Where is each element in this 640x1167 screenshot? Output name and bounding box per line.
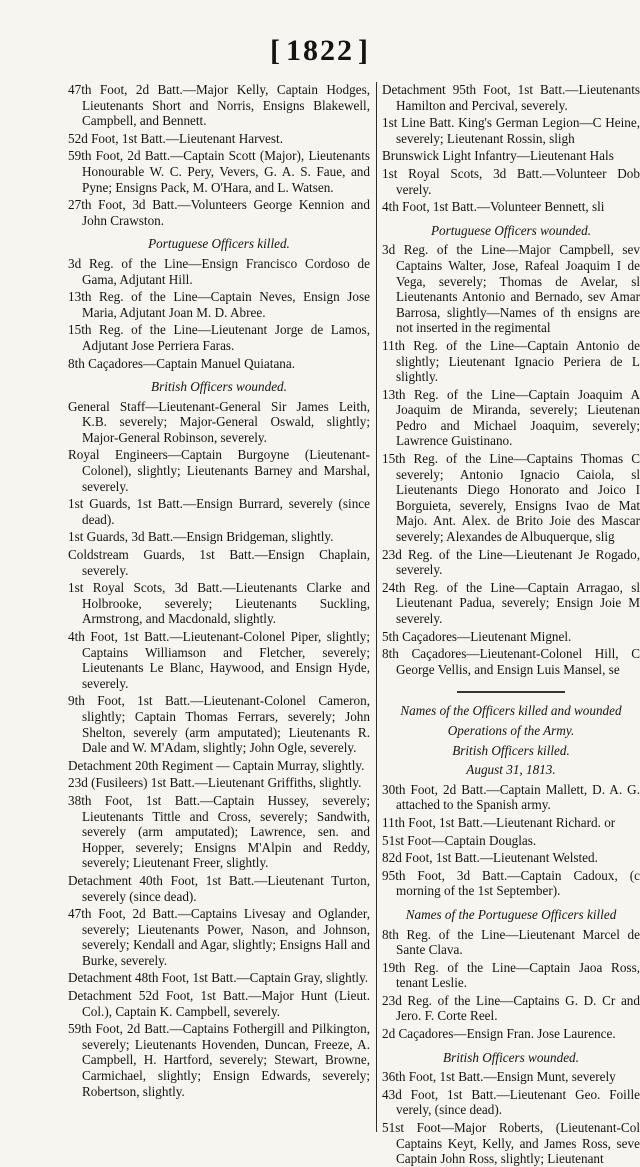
list-entry: 8th Caçadores—Lieutenant-Colonel Hill, C George Vellis, and Ensign Luis Mansel, se — [382, 646, 640, 677]
page-header — [0, 34, 640, 70]
portuguese-killed-heading: Portuguese Officers killed. — [148, 236, 290, 252]
list-entry: 23d (Fusileers) 1st Batt.—Lieutenant Griffiths, slightly. — [68, 775, 362, 791]
list-entry: 19th Reg. of the Line—Captain Jaoa Ross, tenant Leslie. — [382, 959, 640, 991]
right-column — [382, 82, 640, 1167]
british-wounded-list-right — [382, 1069, 640, 1167]
list-entry: 47th Foot, 2d Batt.—Captains Livesay and Oglander, severely; Lieutenants Power, Nason, and Johnson, severely; Kendall and Agar, slightly; Ensigns Hall and Burke, severely. — [68, 906, 370, 968]
list-entry: 15th Reg. of the Line—Lieutenant Jorge de Lamos, Adjutant Jose Perriera Faras. — [68, 322, 370, 353]
list-entry: Detachment 40th Foot, 1st Batt.—Lieutenant Turton, severely (since dead). — [68, 872, 370, 904]
list-entry: 3d Reg. of the Line—Major Campbell, sev Captains Walter, Jose, Rafeal Joaquim I de Vega, severely; Thomas de Avelar, sl Lieutenants Antonio and Bernado, sev Amar Barrosa, slightly—Names of th ensigns are not inserted in the regimental — [382, 242, 640, 336]
list-entry: 4th Foot, 1st Batt.—Lieutenant-Colonel Piper, slightly; Captains Williamson and Fletcher, severely; Lieutenants Le Blanc, Haywood, and Ensign Hyde, severely. — [68, 629, 370, 691]
list-entry: 59th Foot, 2d Batt.—Captain Scott (Major), Lieutenants Honourable W. C. Pery, Vevers, G. A. S. Faue, and Pyne; Ensigns Pack, M. O'Hara, and L. Watsen. — [68, 148, 370, 195]
list-entry: 5th Caçadores—Lieutenant Mignel. — [382, 628, 572, 644]
list-entry: Coldstream Guards, 1st Batt.—Ensign Chaplain, severely. — [68, 547, 370, 578]
list-entry: 47th Foot, 2d Batt.—Major Kelly, Captain Hodges, Lieutenants Short and Norris, Ensigns Blakewell, Campbell, and Bennett. — [68, 82, 370, 129]
list-entry: 23d Reg. of the Line—Captains G. D. Cr and Jero. F. Corte Reel. — [382, 992, 640, 1024]
list-entry: 4th Foot, 1st Batt.—Volunteer Bennett, sli — [382, 199, 605, 215]
names-heading-line-1: Names of the Officers killed and wounded — [400, 703, 622, 719]
list-entry: 24th Reg. of the Line—Captain Arragao, sl Lieutenant Padua, severely; Ensign Joie M severely. — [382, 579, 640, 626]
list-entry: 8th Caçadores—Captain Manuel Quiatana. — [68, 355, 296, 371]
list-entry: 1st Guards, 1st Batt.—Ensign Burrard, severely (since dead). — [68, 496, 370, 527]
list-entry: 1st Royal Scots, 3d Batt.—Volunteer Dob verely. — [382, 165, 640, 197]
list-entry: Detachment 95th Foot, 1st Batt.—Lieutenants Hamilton and Percival, severely. — [382, 82, 640, 113]
list-entry: Royal Engineers—Captain Burgoyne (Lieutenant-Colonel), slightly; Lieutenants Barney and Marshal, severely. — [68, 447, 370, 494]
list-entry: 95th Foot, 3d Batt.—Captain Cadoux, (c morning of the 1st September). — [382, 867, 640, 899]
list-entry: 1st Line Batt. King's German Legion—C Heine, severely; Lieutenant Rossin, sligh — [382, 115, 640, 146]
section-divider — [457, 691, 565, 693]
list-entry: 30th Foot, 2d Batt.—Captain Mallett, D. A. G. attached to the Spanish army. — [382, 781, 640, 813]
list-entry: 43d Foot, 1st Batt.—Lieutenant Geo. Foille verely, (since dead). — [382, 1086, 640, 1118]
list-entry: 11th Reg. of the Line—Captain Antonio de slightly; Lieutenant Ignacio Periera de L slightly. — [382, 337, 640, 385]
names-heading-line-2: Operations of the Army. — [447, 722, 575, 738]
list-entry: 59th Foot, 2d Batt.—Captains Fothergill and Pilkington, severely; Lieutenants Hovenden, Duncan, Freeze, A. Campbell, H. Hartford, severely; Stewart, Browne, Carmichael, slightly; Ensign Edwards, severely; Robertson, slightly. — [68, 1021, 370, 1099]
bracket-open: [ — [270, 34, 282, 67]
list-entry: 1st Guards, 3d Batt.—Ensign Bridgeman, slightly. — [68, 529, 334, 545]
list-entry: 51st Foot—Captain Douglas. — [382, 832, 537, 848]
list-entry: 13th Reg. of the Line—Captain Neves, Ensign Jose Maria, Adjutant Joan M. D. Abree. — [68, 289, 370, 320]
portuguese-killed-list-right — [382, 927, 640, 1042]
date-heading: August 31, 1813. — [466, 762, 556, 778]
list-entry: 15th Reg. of the Line—Captains Thomas C severely; Antonio Ignacio Caiola, sl Lieutenants Diego Honorato and Joico I Borguieta, severely, Ensigns Ivao de Mat Majo. Ant. Alex. de Brito Joie des Mascar severely; Alexandes de Albuquerque, slig — [382, 451, 640, 545]
list-entry: 27th Foot, 3d Batt.—Volunteers George Kennion and John Crawston. — [68, 197, 370, 228]
list-entry: 3d Reg. of the Line—Ensign Francisco Cordoso de Gama, Adjutant Hill. — [68, 255, 370, 287]
left-column — [68, 82, 370, 1132]
bracket-close: ] — [358, 34, 370, 67]
list-entry: 11th Foot, 1st Batt.—Lieutenant Richard. or — [382, 814, 616, 830]
list-entry: Detachment 20th Regiment — Captain Murray, slightly. — [68, 757, 365, 773]
british-wounded-heading: British Officers wounded. — [151, 379, 287, 395]
british-wounded-list — [68, 399, 370, 1100]
british-wounded-heading-right: British Officers wounded. — [443, 1049, 579, 1065]
list-entry: Brunswick Light Infantry—Lieutenant Hals — [382, 148, 614, 164]
portuguese-killed-heading-right: Names of the Portuguese Officers killed — [405, 906, 617, 922]
list-entry: 8th Reg. of the Line—Lieutenant Marcel de Sante Clava. — [382, 926, 640, 958]
list-entry: 38th Foot, 1st Batt.—Captain Hussey, severely; Lieutenants Tittle and Cross, severely; Sandwith, severely (arm amputated); Lawrence, sen. and Hopper, severely; Ensigns M'Alpin and Reddy, severely; Lieutenant Freer, slightly. — [68, 792, 370, 871]
killed-top-list — [68, 82, 370, 228]
portuguese-wounded-list — [382, 242, 640, 677]
list-entry: 1st Royal Scots, 3d Batt.—Lieutenants Clarke and Holbrooke, severely; Lieutenants Suckling, Armstrong, and Macdonald, slightly. — [68, 580, 370, 627]
british-killed-heading: British Officers killed. — [452, 742, 570, 758]
list-entry: 82d Foot, 1st Batt.—Lieutenant Welsted. — [382, 850, 598, 866]
right-top-list — [382, 82, 640, 215]
list-entry: 13th Reg. of the Line—Captain Joaquim A Joaquim de Miranda, severely; Lieutenan Pedro and Michael Joaquim, severely; Lawrence Guistinano. — [382, 386, 640, 449]
list-entry: 9th Foot, 1st Batt.—Lieutenant-Colonel Cameron, slightly; Captain Thomas Ferrars, severely; John Shelton, severely (arm amputated); Lieutenants R. Dale and W. M'Adam, slightly; John Ogle, severely. — [68, 693, 370, 756]
portuguese-killed-list — [68, 256, 370, 371]
page-number: 1822 — [286, 34, 354, 67]
portuguese-wounded-heading: Portuguese Officers wounded. — [430, 222, 592, 238]
column-divider — [376, 82, 377, 1132]
list-entry: Detachment 48th Foot, 1st Batt.—Captain Gray, slightly. — [68, 970, 369, 986]
list-entry: 36th Foot, 1st Batt.—Ensign Munt, severely — [382, 1069, 616, 1085]
list-entry: General Staff—Lieutenant-General Sir James Leith, K.B. severely; Major-General Oswald, slightly; Major-General Robinson, severely. — [68, 398, 370, 445]
list-entry: 23d Reg. of the Line—Lieutenant Je Rogado, severely. — [382, 546, 640, 578]
list-entry: 51st Foot—Major Roberts, (Lieutenant-Col Captains Keyt, Kelly, and James Ross, seve Captain John Ross, slightly; Lieutenant — [382, 1120, 640, 1167]
british-killed-list — [382, 782, 640, 899]
list-entry: 2d Caçadores—Ensign Fran. Jose Laurence. — [382, 1026, 616, 1042]
list-entry: Detachment 52d Foot, 1st Batt.—Major Hunt (Lieut. Col.), Captain K. Campbell, severely. — [68, 988, 370, 1019]
list-entry: 52d Foot, 1st Batt.—Lieutenant Harvest. — [68, 130, 283, 146]
